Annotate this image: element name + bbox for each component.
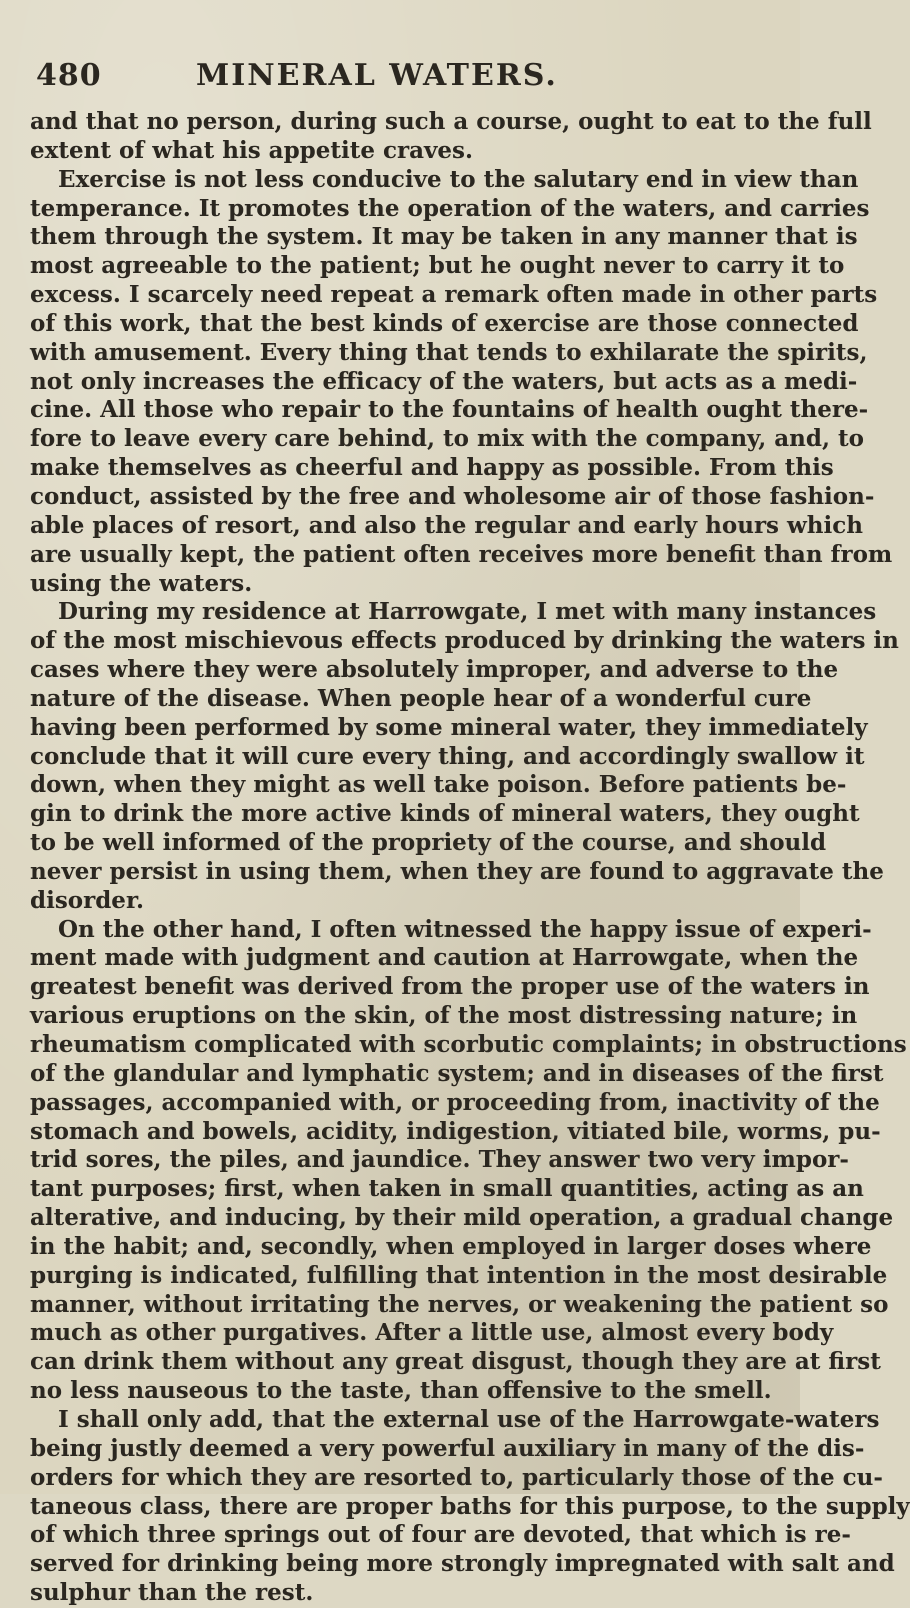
text-line: down, when they might as well take poison. Before patients be- xyxy=(30,771,847,799)
text-line: disorder. xyxy=(30,886,144,914)
text-line: rheumatism complicated with scorbutic complaints; in obstructions xyxy=(30,1031,907,1058)
text-line: temperance. It promotes the operation of the waters, and carries xyxy=(30,194,870,222)
text-line: make themselves as cheerful and happy as possible. From this xyxy=(30,454,834,482)
text-line: no less nauseous to the taste, than offensive to the smell. xyxy=(30,1377,772,1405)
text-line: extent of what his appetite craves. xyxy=(30,136,473,164)
text-line: sulphur than the rest. xyxy=(30,1579,314,1607)
text-line: various eruptions on the skin, of the most distressing nature; in xyxy=(30,1002,858,1030)
text-line: served for drinking being more strongly impregnated with salt and xyxy=(30,1550,895,1578)
text-line: with amusement. Every thing that tends to exhilarate the spirits, xyxy=(30,338,868,366)
text-line: stomach and bowels, acidity, indigestion, vitiated bile, worms, pu- xyxy=(30,1117,881,1145)
text-line: During my residence at Harrowgate, I met with many instances xyxy=(58,598,877,626)
text-line: fore to leave every care behind, to mix with the company, and, to xyxy=(30,425,864,453)
text-line: using the waters. xyxy=(30,569,253,597)
page-number: 480 xyxy=(36,58,102,93)
body-text xyxy=(30,108,910,1608)
text-line: purging is indicated, fulfilling that intention in the most desirable xyxy=(30,1261,888,1289)
text-line: On the other hand, I often witnessed the happy issue of experi- xyxy=(58,915,872,943)
text-line: alterative, and inducing, by their mild operation, a gradual change xyxy=(30,1204,894,1232)
text-line: are usually kept, the patient often receives more benefit than from xyxy=(30,540,893,568)
page-header xyxy=(36,58,750,102)
text-line: of this work, that the best kinds of exercise are those connected xyxy=(30,309,859,337)
text-line: in the habit; and, secondly, when employed in larger doses where xyxy=(30,1232,872,1260)
text-line: I shall only add, that the external use of the Harrowgate-waters xyxy=(58,1405,880,1433)
text-line: being justly deemed a very powerful auxiliary in many of the dis- xyxy=(30,1434,865,1462)
text-line: most agreeable to the patient; but he ought never to carry it to xyxy=(30,252,845,280)
text-line: not only increases the efficacy of the waters, but acts as a medi- xyxy=(30,367,858,395)
text-line: passages, accompanied with, or proceeding from, inactivity of the xyxy=(30,1088,880,1116)
text-line: greatest benefit was derived from the proper use of the waters in xyxy=(30,973,870,1001)
text-line: of the most mischievous effects produced by drinking the waters in xyxy=(30,627,899,655)
text-line: ment made with judgment and caution at Harrowgate, when the xyxy=(30,944,859,972)
text-line: orders for which they are resorted to, particularly those of the cu- xyxy=(30,1463,883,1491)
text-line: taneous class, there are proper baths for this purpose, to the supply xyxy=(30,1492,910,1520)
text-line: having been performed by some mineral water, they immediately xyxy=(30,713,868,741)
text-line: able places of resort, and also the regular and early hours which xyxy=(30,511,863,539)
text-line: of the glandular and lymphatic system; and in diseases of the first xyxy=(30,1059,884,1087)
text-line: and that no person, during such a course, ought to eat to the full xyxy=(30,108,872,135)
text-line: can drink them without any great disgust, though they are at first xyxy=(30,1348,881,1376)
text-line: them through the system. It may be taken in any manner that is xyxy=(30,223,858,251)
text-line: much as other purgatives. After a little use, almost every body xyxy=(30,1319,834,1347)
text-line: never persist in using them, when they are found to aggravate the xyxy=(30,857,884,885)
text-line: tant purposes; first, when taken in small quantities, acting as an xyxy=(30,1175,864,1203)
text-line: manner, without irritating the nerves, or weakening the patient so xyxy=(30,1290,889,1318)
text-line: of which three springs out of four are devoted, that which is re- xyxy=(30,1521,851,1549)
text-line: excess. I scarcely need repeat a remark often made in other parts xyxy=(30,281,878,309)
text-line: trid sores, the piles, and jaundice. They answer two very impor- xyxy=(30,1146,849,1174)
text-line: to be well informed of the propriety of the course, and should xyxy=(30,829,827,857)
running-head: MINERAL WATERS. xyxy=(196,58,558,93)
text-line: Exercise is not less conducive to the salutary end in view than xyxy=(58,165,859,193)
text-line: cine. All those who repair to the fountains of health ought there- xyxy=(30,396,869,424)
text-line: conduct, assisted by the free and wholesome air of those fashion- xyxy=(30,482,875,510)
text-line: gin to drink the more active kinds of mineral waters, they ought xyxy=(30,800,860,828)
text-line: nature of the disease. When people hear of a wonderful cure xyxy=(30,684,812,712)
text-line: conclude that it will cure every thing, and accordingly swallow it xyxy=(30,742,865,770)
text-line: cases where they were absolutely improper, and adverse to the xyxy=(30,656,839,684)
